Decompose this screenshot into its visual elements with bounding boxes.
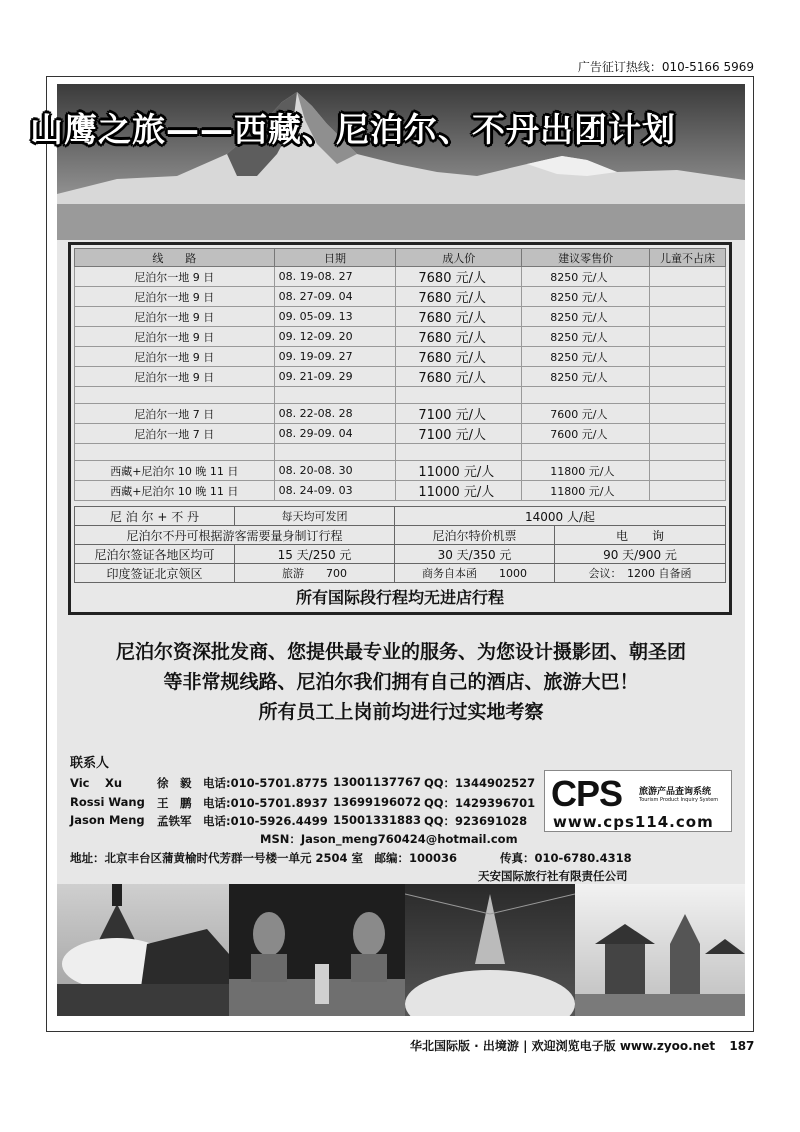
date-cell: 09. 05-09. 13 (274, 307, 396, 327)
cps-logo-word: CPS (551, 773, 623, 814)
child-price-cell (650, 424, 726, 444)
durbar-square-photo (575, 884, 745, 1016)
prayer-flags-illustration (405, 884, 575, 1016)
custom-trip-note: 尼泊尔不丹可根据游客需要量身制订行程 (75, 526, 395, 545)
india-tourism-visa: 旅游 700 (235, 564, 395, 583)
contact-qq: QQ：923691028 (424, 814, 528, 828)
stupa-photo (57, 884, 229, 1016)
date-cell: 09. 12-09. 20 (274, 327, 396, 347)
cps-logo (544, 770, 732, 832)
adult-price-cell: 7680 元/人 (396, 307, 522, 327)
contact-en-name: Jason Meng (70, 813, 145, 827)
child-price-cell (650, 481, 726, 501)
retail-price-cell: 8250 元/人 (522, 367, 650, 387)
header-child-no-bed: 儿童不占床 (650, 249, 726, 267)
contact-fax: 传真：010-6780.4318 (500, 851, 632, 865)
child-price-cell (650, 404, 726, 424)
retail-price-cell: 8250 元/人 (522, 307, 650, 327)
contact-qq: QQ：1429396701 (424, 796, 536, 810)
statues-illustration (229, 884, 405, 1016)
adult-price-cell: 7100 元/人 (396, 424, 522, 444)
retail-price-cell: 8250 元/人 (522, 287, 650, 307)
header-adult-price: 成人价 (396, 249, 522, 267)
no-shopping-notice: 所有国际段行程均无进店行程 (295, 588, 504, 607)
promo-line: 尼泊尔资深批发商、您提供最专业的服务、为您设计摄影团、朝圣团 (115, 641, 686, 663)
india-visa-row (75, 564, 726, 583)
table-row (75, 287, 726, 307)
table-row (75, 367, 726, 387)
adult-price-cell: 7680 元/人 (396, 267, 522, 287)
adult-price-cell: 7100 元/人 (396, 404, 522, 424)
ad-hotline: 广告征订热线：010-5166 5969 (577, 60, 754, 74)
schedule-table (74, 248, 726, 501)
table-spacer-row (75, 444, 726, 461)
contact-phone: 电话:010-5701.8937 (203, 796, 328, 810)
bhutan-route: 尼 泊 尔 + 不 丹 (75, 507, 235, 526)
promo-line: 所有员工上岗前均进行过实地考察 (258, 701, 544, 723)
retail-price-cell: 7600 元/人 (522, 404, 650, 424)
route-cell: 尼泊尔一地 9 日 (75, 327, 275, 347)
table-row (75, 307, 726, 327)
contact-mobile: 13001137767 (333, 775, 422, 789)
header-route: 线 路 (75, 249, 275, 267)
page-number: 187 (729, 1039, 755, 1053)
prayer-flags-photo (405, 884, 575, 1016)
route-cell: 西藏+尼泊尔 10 晚 11 日 (75, 481, 275, 501)
child-price-cell (650, 307, 726, 327)
date-cell: 08. 19-08. 27 (274, 267, 396, 287)
date-cell: 09. 19-09. 27 (274, 347, 396, 367)
retail-price-cell: 11800 元/人 (522, 461, 650, 481)
india-meeting-visa: 会议： 1200 自备函 (555, 564, 726, 583)
cps-logo-cn: 旅游产品查询系统 (639, 787, 712, 797)
contact-cn-name: 王 鹏 (157, 796, 192, 810)
child-price-cell (650, 347, 726, 367)
contact-cn-name: 孟铁军 (157, 814, 192, 828)
header-retail-price: 建议零售价 (522, 249, 650, 267)
table-header-row (75, 249, 726, 267)
contact-cn-name: 徐 毅 (157, 776, 192, 790)
contact-en-name: Vic Xu (70, 776, 123, 790)
route-cell: 尼泊尔一地 9 日 (75, 367, 275, 387)
visa-90-days: 90 天/900 元 (555, 545, 726, 564)
retail-price-cell: 7600 元/人 (522, 424, 650, 444)
table-row (75, 481, 726, 501)
table-row (75, 424, 726, 444)
visa-label: 尼泊尔签证各地区均可 (75, 545, 235, 564)
retail-price-cell: 8250 元/人 (522, 327, 650, 347)
child-price-cell (650, 267, 726, 287)
date-cell: 08. 29-09. 04 (274, 424, 396, 444)
contact-label: 联系人 (70, 756, 110, 771)
child-price-cell (650, 327, 726, 347)
contact-address: 地址：北京丰台区蒲黄榆时代芳群一号楼一单元 2504 室 邮编：100036 (70, 851, 458, 865)
table-spacer-row (75, 387, 726, 404)
date-cell: 08. 24-09. 03 (274, 481, 396, 501)
adult-price-cell: 11000 元/人 (396, 461, 522, 481)
route-cell: 尼泊尔一地 9 日 (75, 287, 275, 307)
adult-price-cell: 7680 元/人 (396, 347, 522, 367)
retail-price-cell: 11800 元/人 (522, 481, 650, 501)
child-price-cell (650, 367, 726, 387)
extra-info-table (74, 506, 726, 583)
cps-logo-en: Tourism Product Inquiry System (639, 797, 719, 803)
adult-price-cell: 7680 元/人 (396, 287, 522, 307)
special-ticket: 尼泊尔特价机票 (395, 526, 555, 545)
photo-strip (57, 884, 745, 1016)
contact-msn: MSN：Jason_meng760424@hotmail.com (260, 832, 518, 846)
table-row (75, 404, 726, 424)
route-cell: 尼泊尔一地 9 日 (75, 267, 275, 287)
promo-text (57, 637, 745, 727)
header-date: 日期 (274, 249, 396, 267)
contact-en-name: Rossi Wang (70, 795, 145, 809)
cps-url: www.cps114.com (553, 813, 714, 831)
promo-line: 等非常规线路、尼泊尔我们拥有自己的酒店、旅游大巴！ (163, 671, 639, 693)
visa-30-days: 30 天/350 元 (395, 545, 555, 564)
adult-price-cell: 11000 元/人 (396, 481, 522, 501)
adult-price-cell: 7680 元/人 (396, 327, 522, 347)
contact-phone: 电话:010-5926.4499 (203, 814, 328, 828)
route-cell: 尼泊尔一地 7 日 (75, 404, 275, 424)
date-cell: 08. 22-08. 28 (274, 404, 396, 424)
stupa-illustration (57, 884, 229, 1016)
child-price-cell (650, 287, 726, 307)
visa-15-days: 15 天/250 元 (235, 545, 395, 564)
bhutan-departure: 每天均可发团 (235, 507, 395, 526)
route-cell: 尼泊尔一地 7 日 (75, 424, 275, 444)
india-business-visa: 商务自本函 1000 (395, 564, 555, 583)
child-price-cell (650, 461, 726, 481)
statues-photo (229, 884, 405, 1016)
bhutan-price: 14000 人/起 (395, 507, 726, 526)
company-name: 天安国际旅行社有限责任公司 (478, 869, 628, 883)
inquiry-label: 电 询 (555, 526, 726, 545)
table-row (75, 327, 726, 347)
table-row (75, 267, 726, 287)
date-cell: 09. 21-09. 29 (274, 367, 396, 387)
route-cell: 尼泊尔一地 9 日 (75, 307, 275, 327)
temple-illustration (575, 884, 745, 1016)
route-cell: 尼泊尔一地 9 日 (75, 347, 275, 367)
contact-qq: QQ：1344902527 (424, 776, 536, 790)
contact-phone: 电话:010-5701.8775 (203, 776, 328, 790)
table-row (75, 461, 726, 481)
india-visa-label: 印度签证北京领区 (75, 564, 235, 583)
visa-row (75, 545, 726, 564)
headline: 山鹰之旅——西藏、尼泊尔、不丹出团计划 (30, 110, 676, 149)
table-row (75, 347, 726, 367)
retail-price-cell: 8250 元/人 (522, 267, 650, 287)
contact-mobile: 13699196072 (333, 795, 422, 809)
bhutan-row (75, 507, 726, 526)
footer-text: 华北国际版 · 出境游 | 欢迎浏览电子版 www.zyoo.net (410, 1039, 716, 1053)
custom-row (75, 526, 726, 545)
page-footer (410, 1037, 754, 1054)
route-cell: 西藏+尼泊尔 10 晚 11 日 (75, 461, 275, 481)
date-cell: 08. 20-08. 30 (274, 461, 396, 481)
contact-mobile: 15001331883 (333, 813, 422, 827)
retail-price-cell: 8250 元/人 (522, 347, 650, 367)
schedule-panel (68, 242, 732, 615)
date-cell: 08. 27-09. 04 (274, 287, 396, 307)
adult-price-cell: 7680 元/人 (396, 367, 522, 387)
